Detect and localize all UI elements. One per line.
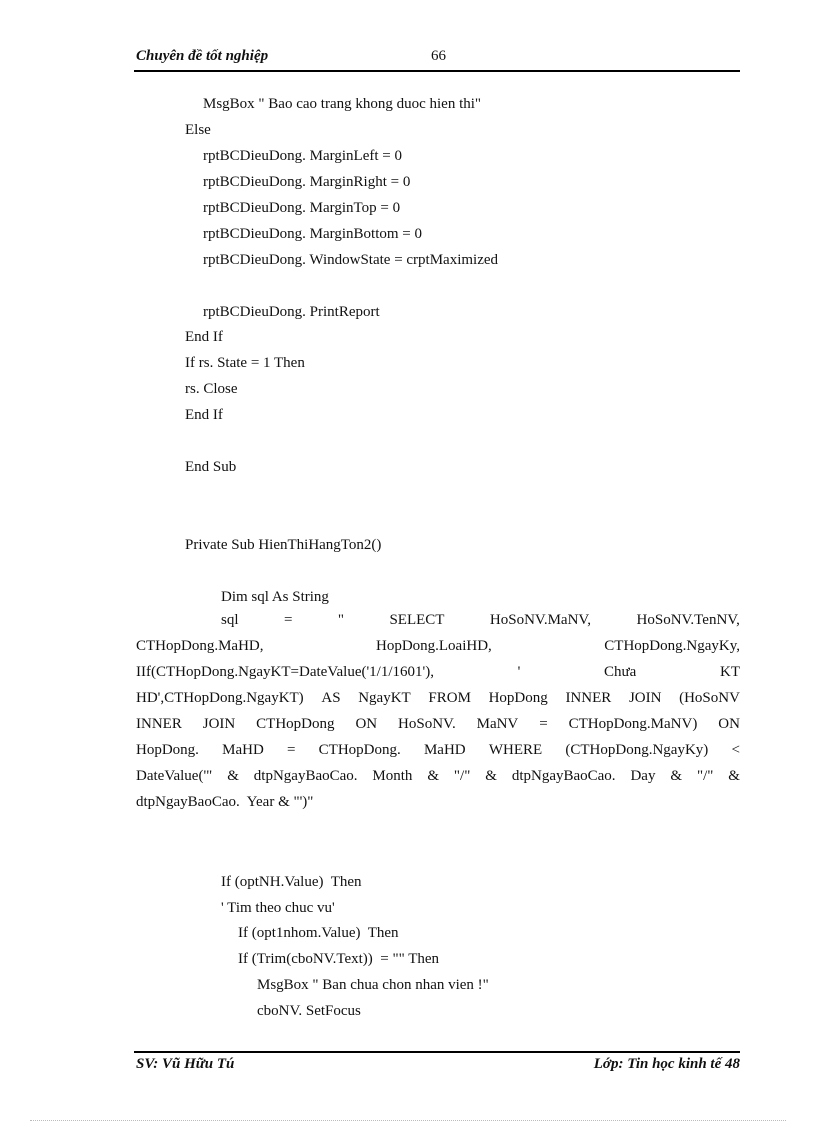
code-line: If (optNH.Value) Then (221, 874, 362, 890)
code-line: cboNV. SetFocus (257, 1003, 361, 1019)
footer-class: Lớp: Tin học kinh tế 48 (593, 1056, 740, 1072)
code-line: If rs. State = 1 Then (185, 355, 305, 371)
sql-line: HopDong. MaHD = CTHopDong. MaHD WHERE (CTHopDong.NgayKy) < (136, 742, 740, 758)
code-line: rptBCDieuDong. MarginRight = 0 (203, 174, 411, 190)
code-line: rs. Close (185, 381, 238, 397)
header-title: Chuyên đề tốt nghiệp (136, 48, 269, 64)
code-line: rptBCDieuDong. WindowState = crptMaximized (203, 252, 499, 268)
footer-student: SV: Vũ Hữu Tú (136, 1056, 235, 1072)
code-line: If (Trim(cboNV.Text)) = "" Then (238, 951, 440, 967)
sql-line: INNER JOIN CTHopDong ON HoSoNV. MaNV = CTHopDong.MaNV) ON (136, 716, 740, 732)
code-line: End Sub (185, 459, 237, 475)
sql-line: dtpNgayBaoCao. Year & "')" (136, 794, 314, 810)
code-line: rptBCDieuDong. MarginLeft = 0 (203, 148, 402, 164)
code-line: Dim sql As String (221, 589, 329, 605)
sql-line: CTHopDong.MaHD, HopDong.LoaiHD, CTHopDong.NgayKy, (136, 638, 740, 654)
sql-line: DateValue('" & dtpNgayBaoCao. Month & "/" & dtpNgayBaoCao. Day & "/" & (136, 768, 740, 784)
code-line: If (opt1nhom.Value) Then (238, 925, 399, 941)
code-line: Private Sub HienThiHangTon2() (185, 537, 382, 553)
code-line: MsgBox " Bao cao trang khong duoc hien thi" (203, 96, 482, 112)
page-number: 66 (431, 48, 446, 64)
sql-line: sql = " SELECT HoSoNV.MaNV, HoSoNV.TenNV, (221, 612, 740, 628)
code-line: rptBCDieuDong. PrintReport (203, 304, 380, 320)
code-line: rptBCDieuDong. MarginTop = 0 (203, 200, 401, 216)
header-rule (134, 70, 740, 72)
page-edge-divider (30, 1120, 786, 1121)
code-comment: ' Tim theo chuc vu' (221, 900, 335, 916)
footer-rule (134, 1051, 740, 1053)
code-line: End If (185, 329, 223, 345)
sql-line: IIf(CTHopDong.NgayKT=DateValue('1/1/1601'), ' Chưa KT (136, 664, 740, 680)
code-line: End If (185, 407, 223, 423)
code-line: Else (185, 122, 211, 138)
sql-line: HD',CTHopDong.NgayKT) AS NgayKT FROM HopDong INNER JOIN (HoSoNV (136, 690, 740, 706)
code-line: rptBCDieuDong. MarginBottom = 0 (203, 226, 423, 242)
code-line: MsgBox " Ban chua chon nhan vien !" (257, 977, 489, 993)
